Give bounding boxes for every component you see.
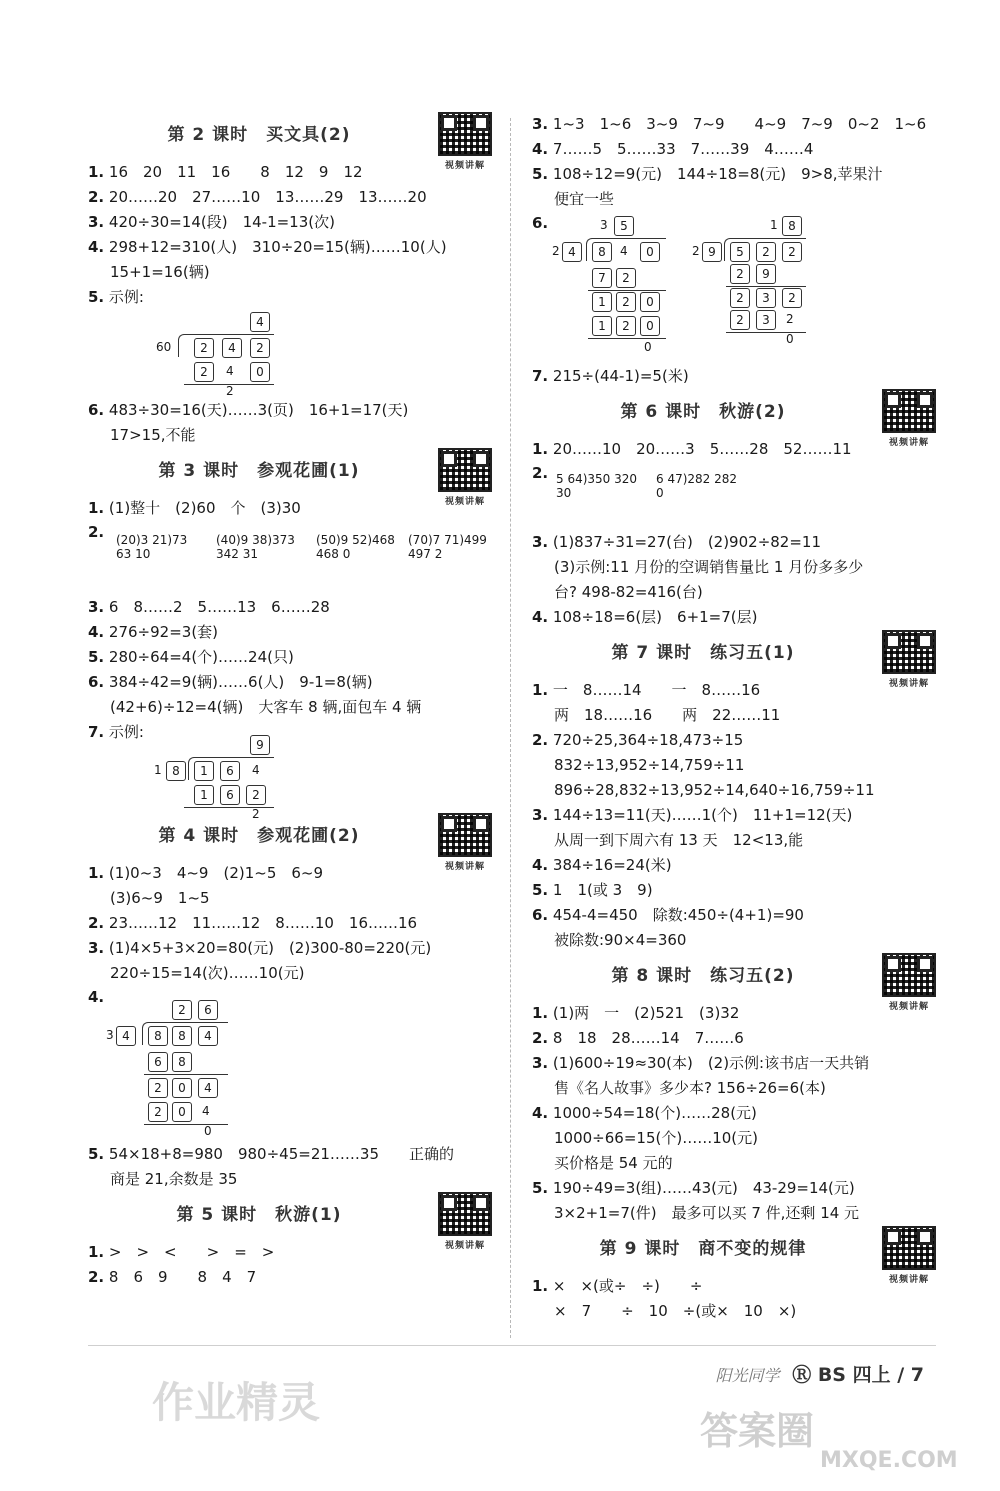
brand-badge-icon: Ⓡ	[792, 1364, 812, 1386]
answer-line: 1. 16 20 11 16 8 12 9 12	[88, 163, 363, 181]
answer-line: 3. 144÷13=11(天)……1(个) 11+1=12(天)	[532, 806, 853, 824]
answer-line: 5. 190÷49=3(组)……43(元) 43-29=14(元)	[532, 1179, 855, 1197]
answer-line: 3. (1)4×5+3×20=80(元) (2)300-80=220(元)	[88, 939, 432, 957]
answer-line: 6. 384÷42=9(辆)……6(人) 9-1=8(辆)	[88, 673, 373, 691]
answer-line: 1. × ×(或÷ ÷) ÷	[532, 1277, 703, 1295]
answer-line: 5. 示例:	[88, 288, 144, 306]
section-title-5: 第 5 课时 秋游(1) 视频讲解	[88, 1200, 498, 1230]
answer-line: 便宜一些	[554, 190, 615, 208]
answer-line: 1. (1)两 一 (2)521 (3)32	[532, 1004, 740, 1022]
section-title-8: 第 8 课时 练习五(2) 视频讲解	[532, 961, 942, 991]
answer-line: 被除数:90×4=360	[554, 931, 687, 949]
answer-line: 17>15,不能	[110, 426, 196, 444]
answer-line: 3. (1)837÷31=27(台) (2)902÷82=11	[532, 533, 822, 551]
section-title-6: 第 6 课时 秋游(2) 视频讲解	[532, 397, 942, 427]
long-division-diagram: 9 1 8 1 6 4 1 6 2 2	[88, 735, 498, 813]
answer-line: 4. 108÷18=6(层) 6+1=7(层)	[532, 608, 758, 626]
answer-line: 4. 384÷16=24(米)	[532, 856, 672, 874]
qr-code-icon[interactable]: 视频讲解	[438, 813, 492, 872]
answer-line: 1. (1)整十 (2)60 个 (3)30	[88, 499, 301, 517]
answer-line: 买价格是 54 元的	[554, 1154, 673, 1172]
answer-line: × 7 ÷ 10 ÷(或× 10 ×)	[554, 1302, 797, 1320]
answer-line: 15+1=16(辆)	[110, 263, 210, 281]
answer-line: 3. 420÷30=14(段) 14-1=13(次)	[88, 213, 335, 231]
answer-line: (3)示例:11 月份的空调销售量比 1 月份多多少	[554, 558, 864, 576]
section-title-3: 第 3 课时 参观花圃(1) 视频讲解	[88, 456, 498, 486]
qr-code-icon[interactable]: 视频讲解	[438, 448, 492, 507]
watermark: 答案圈	[700, 1409, 815, 1453]
answer-line: 6. 454-4=450 除数:450÷(4+1)=90	[532, 906, 804, 924]
answer-line: 3×2+1=7(件) 最多可以买 7 件,还剩 14 元	[554, 1204, 860, 1222]
answer-line: 832÷13,952÷14,759÷11	[554, 756, 745, 774]
watermark: MXQE.COM	[820, 1448, 958, 1473]
answer-line: 4. 276÷92=3(套)	[88, 623, 219, 641]
answer-line: 3. (1)600÷19≈30(本) (2)示例:该书店一天共销	[532, 1054, 870, 1072]
left-column	[88, 112, 498, 1290]
answer-line: 6. 483÷30=16(天)……3(页) 16+1=17(天)	[88, 401, 409, 419]
answer-line: 2. 8 18 28……14 7……6	[532, 1029, 744, 1047]
answer-line: 896÷28,832÷13,952÷14,640÷16,759÷11	[554, 781, 875, 799]
qr-code-icon[interactable]: 视频讲解	[438, 112, 492, 171]
answer-line: 台? 498-82=416(台)	[554, 583, 703, 601]
answer-line: 7. 215÷(44-1)=5(米)	[532, 367, 689, 385]
answer-line: 3. 1~3 1~6 3~9 7~9 4~9 7~9 0~2 1~6	[532, 115, 927, 133]
answer-line: (3)6~9 1~5	[110, 889, 210, 907]
answer-line: 2. 20……20 27……10 13……29 13……20	[88, 188, 427, 206]
answer-line: 从周一到下周六有 13 天 12<13,能	[554, 831, 804, 849]
answer-line: 1. 20……10 20……3 5……28 52……11	[532, 440, 852, 458]
answer-line: 两 18……16 两 22……11	[554, 706, 781, 724]
section-title-2: 第 2 课时 买文具(2) 视频讲解	[88, 120, 498, 150]
long-division-diagram: 4. 2 6 3 4 8 8 4 6 8 2 0 4 2 0 4 0	[88, 988, 498, 1138]
answer-line: 2. 720÷25,364÷18,473÷15	[532, 731, 744, 749]
answer-line: 2. 8 6 9 8 4 7	[88, 1268, 257, 1286]
answer-line: 220÷15=14(次)……10(元)	[110, 964, 305, 982]
answer-line: 售《名人故事》多少本? 156÷26=6(本)	[554, 1079, 826, 1097]
answer-line: 7. 示例:	[88, 723, 144, 741]
answer-line: 1. 一 8……14 一 8……16	[532, 681, 761, 699]
answer-line: 5. 54×18+8=980 980÷45=21……35 正确的	[88, 1145, 455, 1163]
column-divider	[510, 118, 511, 1338]
right-column	[532, 112, 942, 1324]
page-label: BS 四上 / 7	[817, 1364, 924, 1386]
division-set: 2. (20)3 21)73 63 10 (40)9 38)373 342 31 (50)9 52)468 468 0 (70)7 71)499 497 2	[88, 523, 487, 561]
answer-line: 1. (1)0~3 4~9 (2)1~5 6~9	[88, 864, 324, 882]
answer-line: 4. 1000÷54=18(个)……28(元)	[532, 1104, 757, 1122]
long-division-diagram: 4 60 2 4 2 2 4 0 2	[88, 312, 498, 394]
division-set: 2. 5 64)350 320 30 6 47)282 282 0	[532, 464, 738, 500]
answer-line: 商是 21,余数是 35	[110, 1170, 238, 1188]
qr-code-icon[interactable]: 视频讲解	[882, 630, 936, 689]
qr-code-icon[interactable]: 视频讲解	[882, 389, 936, 448]
watermark: 作业精灵	[152, 1378, 321, 1427]
qr-code-icon[interactable]: 视频讲解	[438, 1192, 492, 1251]
answer-line: 5. 280÷64=4(个)……24(只)	[88, 648, 294, 666]
answer-line: 4. 298+12=310(人) 310÷20=15(辆)……10(人)	[88, 238, 447, 256]
answer-line: (42+6)÷12=4(辆) 大客车 8 辆,面包车 4 辆	[110, 698, 422, 716]
answer-line: 2. 23……12 11……12 8……10 16……16	[88, 914, 418, 932]
brand-logo: 阳光同学	[715, 1366, 780, 1385]
qr-code-icon[interactable]: 视频讲解	[882, 953, 936, 1012]
page-footer	[716, 1360, 924, 1387]
section-title-9: 第 9 课时 商不变的规律 视频讲解	[532, 1234, 942, 1264]
section-title-7: 第 7 课时 练习五(1) 视频讲解	[532, 638, 942, 668]
answer-line: 3. 6 8……2 5……13 6……28	[88, 598, 330, 616]
qr-code-icon[interactable]: 视频讲解	[882, 1226, 936, 1285]
answer-line: 4. 7……5 5……33 7……39 4……4	[532, 140, 814, 158]
answer-line: 5. 1 1(或 3 9)	[532, 881, 653, 899]
answer-line: 1. > > < > = >	[88, 1243, 275, 1261]
long-division-pair: 6. 3 5 2 4 8 4 0 7 2 1 2 0 1 2 0 0 1 8 2 9 5 2 2 2 9 2 3 2 2 3 2 0	[532, 214, 942, 360]
footer-divider	[88, 1345, 936, 1346]
section-title-4: 第 4 课时 参观花圃(2) 视频讲解	[88, 821, 498, 851]
answer-line: 1000÷66=15(个)……10(元)	[554, 1129, 758, 1147]
answer-line: 5. 108÷12=9(元) 144÷18=8(元) 9>8,苹果汁	[532, 165, 883, 183]
